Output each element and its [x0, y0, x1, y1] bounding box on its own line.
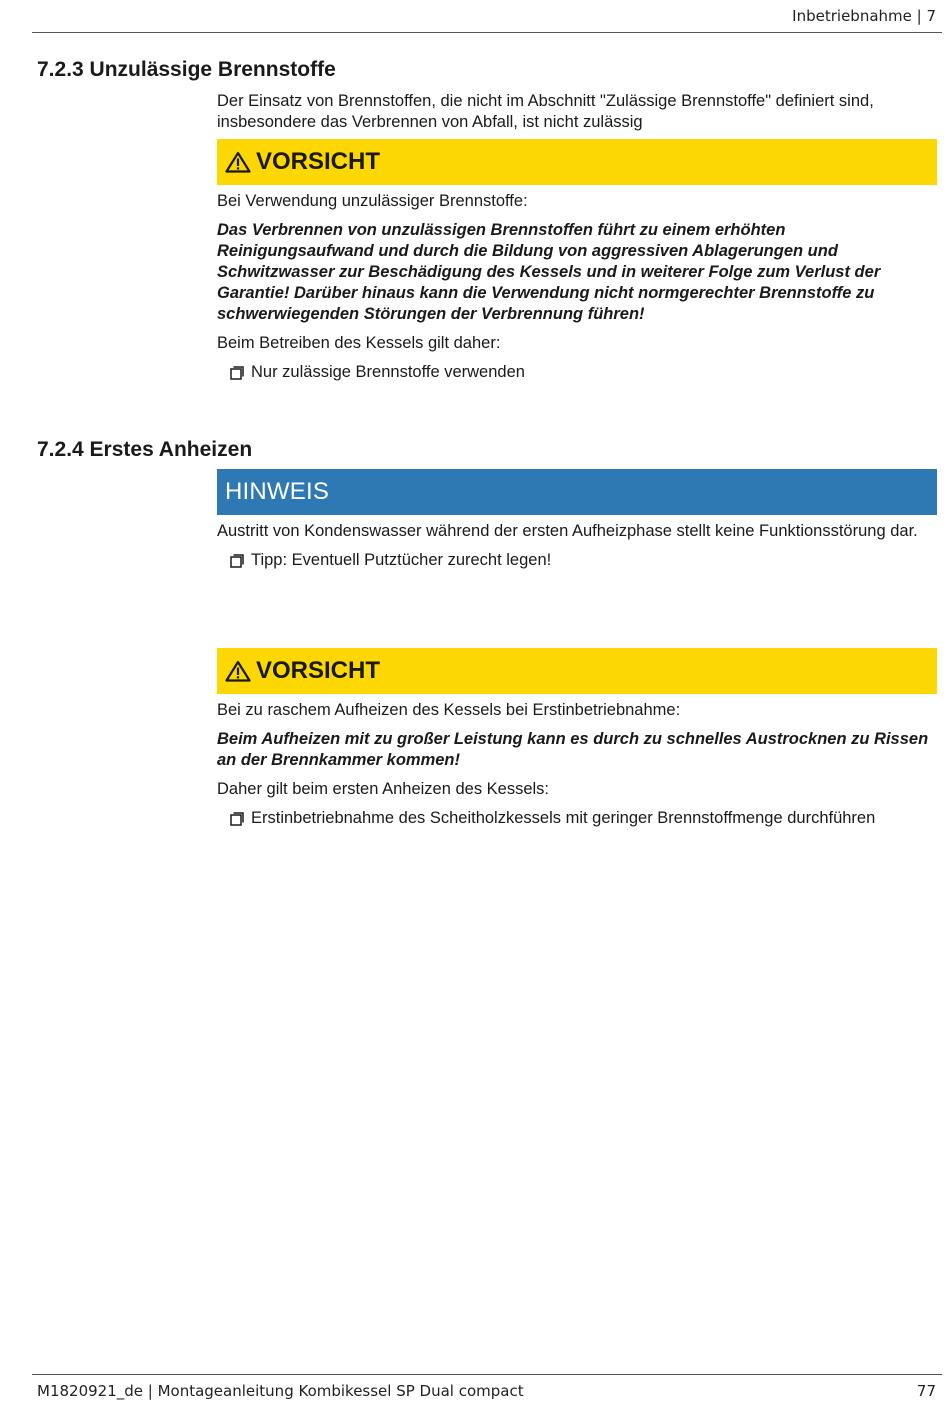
notice-text: Austritt von Kondenswasser während der ersten Aufheizphase stellt keine Funktionsstörung dar. [217, 522, 918, 540]
page-number: 77 [916, 1382, 936, 1400]
list-item-text: Erstinbetriebnahme des Scheitholzkessels mit geringer Brennstoffmenge durchführen [251, 809, 876, 827]
list-item [230, 550, 937, 571]
caution-consequence: Beim Aufheizen mit zu großer Leistung kann es durch zu schnelles Austrocknen zu Rissen an der Brennkammer kommen! [217, 730, 929, 769]
caution-label: VORSICHT [256, 148, 381, 175]
caution-label: VORSICHT [256, 657, 381, 684]
list-item-text: Tipp: Eventuell Putztücher zurecht legen! [251, 551, 552, 569]
checkbox-bullet-icon [230, 812, 244, 826]
section-723-content [217, 91, 937, 383]
caution-banner [217, 648, 937, 694]
list-item [230, 362, 937, 383]
document-id: M1820921_de | Montageanleitung Kombikessel SP Dual compact [37, 1382, 524, 1400]
caution-consequence: Das Verbrennen von unzulässigen Brennstoffen führt zu einem erhöhten Reinigungsaufwand und durch die Bildung von aggressiven Ablagerungen und Schwitzwasser zur Beschädigung des Kessels und in weiterer Folge zum Verlust der Garantie! Darüber hinaus kann die Verwendung nicht normgerechter Brennstoffe zu schwerwiegenden Störungen der Verbrennung führen! [217, 221, 881, 323]
running-head: Inbetriebnahme | 7 [792, 7, 936, 25]
caution-instruction-lead: Beim Betreiben des Kessels gilt daher: [217, 334, 501, 352]
page-header [32, 0, 942, 33]
warning-triangle-icon [225, 151, 251, 173]
caution-instruction-lead: Daher gilt beim ersten Anheizen des Kessels: [217, 780, 550, 798]
page-footer [32, 1374, 942, 1402]
section-724-notice-block [217, 469, 937, 571]
caution-cause: Bei Verwendung unzulässiger Brennstoffe: [217, 192, 528, 210]
checkbox-bullet-icon [230, 366, 244, 380]
caution-cause: Bei zu raschem Aufheizen des Kessels bei Erstinbetriebnahme: [217, 701, 681, 719]
notice-label: HINWEIS [225, 478, 330, 505]
list-item-text: Nur zulässige Brennstoffe verwenden [251, 363, 525, 381]
notice-banner [217, 469, 937, 515]
intro-paragraph: Der Einsatz von Brennstoffen, die nicht im Abschnitt "Zulässige Brennstoffe" definiert sind, insbesondere das Verbrennen von Abfall, ist nicht zulässig [217, 92, 874, 131]
section-title-erstes-anheizen: 7.2.4 Erstes Anheizen [37, 438, 253, 461]
caution-banner [217, 139, 937, 185]
list-item [230, 808, 937, 829]
section-724-caution-block [217, 648, 937, 829]
checkbox-bullet-icon [230, 554, 244, 568]
section-title-unzulaessige-brennstoffe: 7.2.3 Unzulässige Brennstoffe [37, 58, 336, 81]
warning-triangle-icon [225, 660, 251, 682]
